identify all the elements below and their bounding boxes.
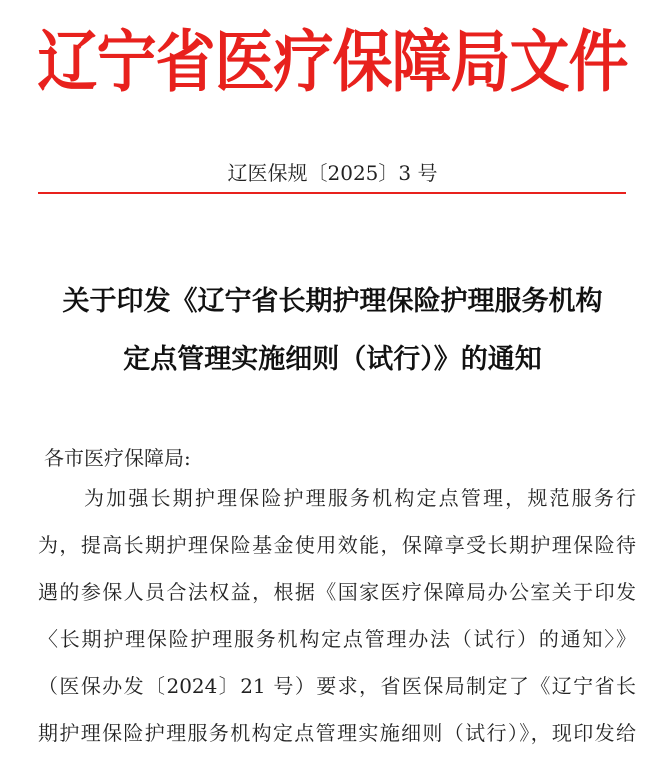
body-text-line: 期护理保险护理服务机构定点管理实施细则（试行）》，现印发给	[38, 721, 636, 745]
body-text-line: 遇的参保人员合法权益，根据《国家医疗保障局办公室关于印发	[38, 580, 636, 604]
red-divider-line	[38, 192, 626, 194]
body-text-line: （医保办发〔2024〕21 号）要求，省医保局制定了《辽宁省长	[38, 674, 636, 698]
body-text-line: 〈长期护理保险护理服务机构定点管理办法（试行）的通知〉》	[38, 627, 636, 651]
document-number: 辽医保规〔2025〕3 号	[227, 161, 438, 185]
document-title-line-1: 关于印发《辽宁省长期护理保险护理服务机构	[62, 286, 603, 317]
document-title-line-2: 定点管理实施细则（试行）》的通知	[123, 344, 542, 375]
body-text-line: 为加强长期护理保险护理服务机构定点管理，规范服务行	[84, 486, 636, 510]
issuer-masthead: 辽宁省医疗保障局文件	[37, 23, 628, 103]
body-text-line: 为，提高长期护理保险基金使用效能，保障享受长期护理保险待	[38, 533, 636, 557]
salutation: 各市医疗保障局:	[44, 446, 191, 470]
